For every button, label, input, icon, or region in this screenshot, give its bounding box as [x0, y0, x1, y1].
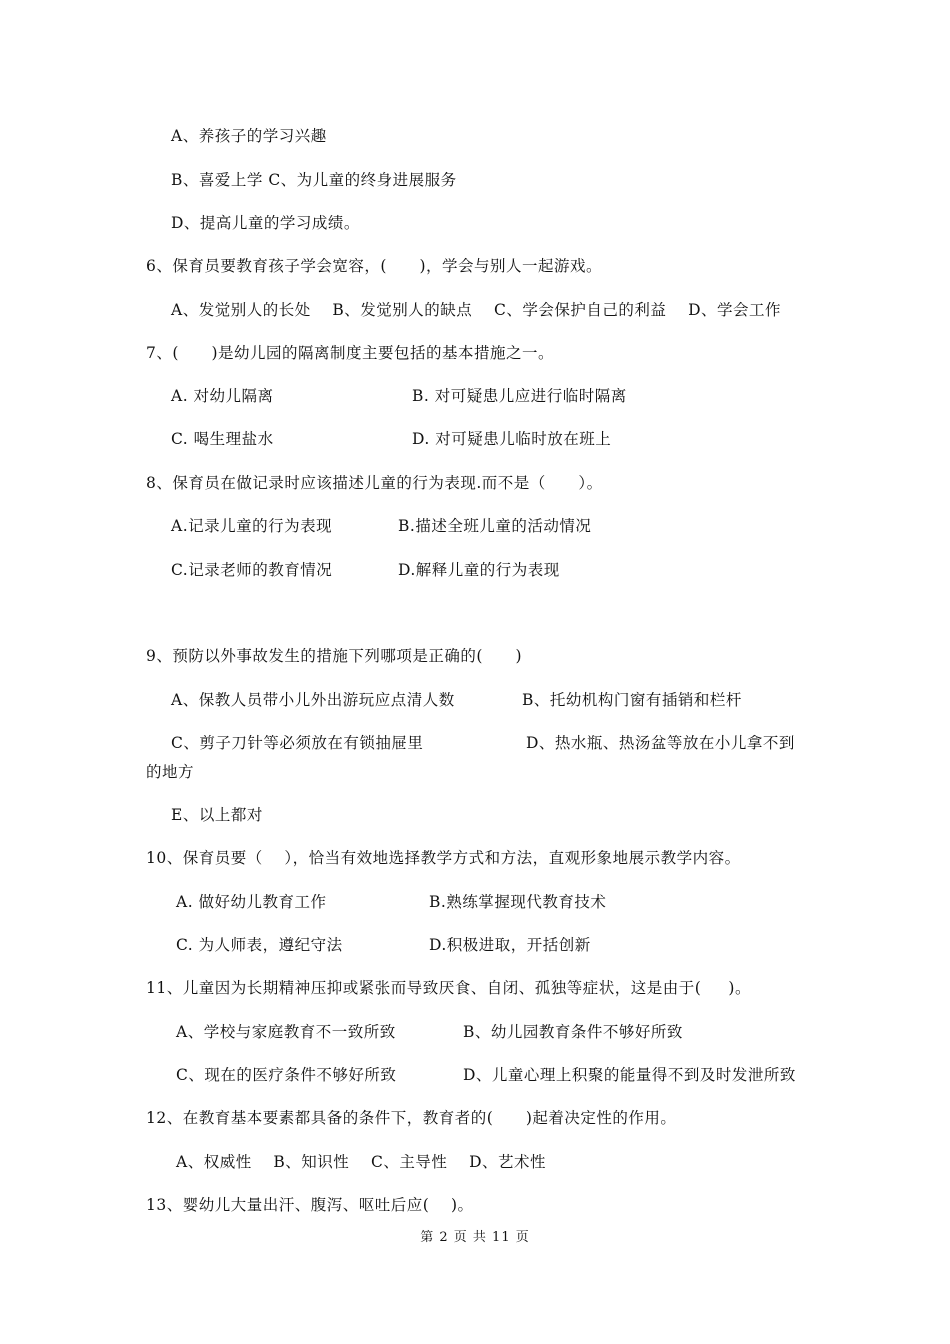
q5-option-d: D、提高儿童的学习成绩。 — [171, 214, 360, 232]
q11-option-c: C、现在的医疗条件不够好所致 — [176, 1066, 397, 1084]
q9-option-b: B、托幼机构门窗有插销和栏杆 — [522, 691, 742, 709]
q12-options: A、权威性 B、知识性 C、主导性 D、艺术性 — [176, 1153, 546, 1171]
question-8: 8、保育员在做记录时应该描述儿童的行为表现.而不是（ ）。 — [146, 474, 603, 492]
question-6: 6、保育员要教育孩子学会宽容，( )，学会与别人一起游戏。 — [146, 257, 603, 275]
q9-option-a: A、保教人员带小儿外出游玩应点清人数 — [171, 691, 455, 709]
q7-option-a: A. 对幼儿隔离 — [171, 387, 274, 405]
q6-options: A、发觉别人的长处 B、发觉别人的缺点 C、学会保护自己的利益 D、学会工作 — [171, 301, 781, 319]
question-10: 10、保育员要（ ），恰当有效地选择教学方式和方法，直观形象地展示教学内容。 — [146, 849, 741, 867]
question-13: 13、婴幼儿大量出汗、腹泻、呕吐后应( )。 — [146, 1196, 474, 1214]
q5-option-b-c: B、喜爱上学 C、为儿童的终身进展服务 — [171, 171, 457, 189]
question-7: 7、( )是幼儿园的隔离制度主要包括的基本措施之一。 — [146, 344, 555, 362]
page-number: 第 2 页 共 11 页 — [420, 1230, 530, 1245]
q5-option-a: A、养孩子的学习兴趣 — [171, 127, 327, 145]
page-footer — [0, 1229, 950, 1247]
q11-option-b: B、幼儿园教育条件不够好所致 — [463, 1023, 683, 1041]
q8-option-a: A.记录儿童的行为表现 — [171, 517, 333, 535]
q9-option-e: E、以上都对 — [171, 806, 263, 824]
q8-option-b: B.描述全班儿童的活动情况 — [398, 517, 592, 535]
q11-option-a: A、学校与家庭教育不一致所致 — [176, 1023, 396, 1041]
q8-option-d: D.解释儿童的行为表现 — [398, 561, 560, 579]
question-11: 11、儿童因为长期精神压抑或紧张而导致厌食、自闭、孤独等症状，这是由于( )。 — [146, 979, 751, 997]
q8-option-c: C.记录老师的教育情况 — [171, 561, 333, 579]
q10-option-a: A. 做好幼儿教育工作 — [176, 893, 327, 911]
q9-option-c: C、剪子刀针等必须放在有锁抽屉里 — [171, 734, 424, 752]
q11-option-d: D、儿童心理上积聚的能量得不到及时发泄所致 — [463, 1066, 796, 1084]
q9-option-d-continued: 的地方 — [146, 763, 195, 781]
q7-option-b: B. 对可疑患儿应进行临时隔离 — [412, 387, 627, 405]
q10-option-d: D.积极进取，开括创新 — [429, 936, 591, 954]
question-12: 12、在教育基本要素都具备的条件下，教育者的( )起着决定性的作用。 — [146, 1109, 677, 1127]
question-9: 9、预防以外事故发生的措施下列哪项是正确的( ) — [146, 647, 523, 665]
q7-option-c: C. 喝生理盐水 — [171, 430, 274, 448]
q10-option-c: C. 为人师表，遵纪守法 — [176, 936, 343, 954]
q9-option-d: D、热水瓶、热汤盆等放在小儿拿不到 — [526, 734, 795, 752]
q10-option-b: B.熟练掌握现代教育技术 — [429, 893, 607, 911]
q7-option-d: D. 对可疑患儿临时放在班上 — [412, 430, 612, 448]
